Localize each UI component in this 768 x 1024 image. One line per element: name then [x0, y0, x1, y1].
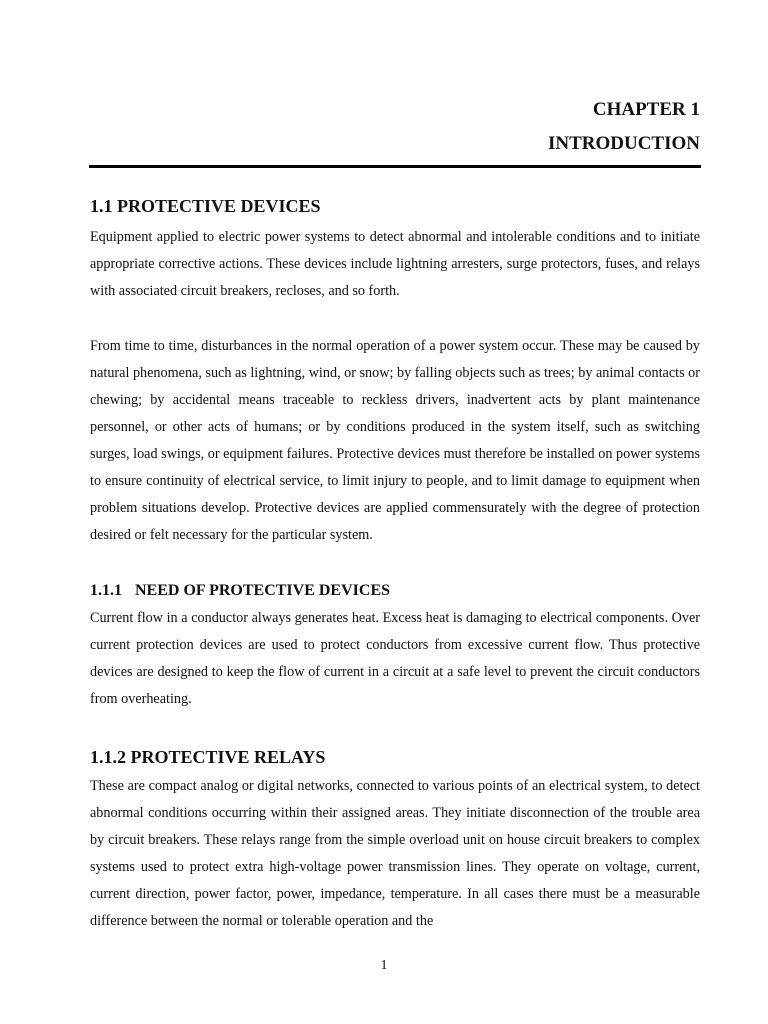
document-body: [90, 190, 700, 935]
section-1-1-paragraph-2: From time to time, disturbances in the normal operation of a power system occur. These may be caused by natural phenomena, such as lightning, wind, or snow; by falling objects such as trees; by animal contacts or chewing; by accidental means traceable to reckless drivers, inadvertent acts by plant maintenance personnel, or other acts of humans; or by conditions produced in the system itself, such as switching surges, load swings, or equipment failures. Protective devices must therefore be installed on power systems to ensure continuity of electrical service, to limit injury to people, and to limit damage to equipment when problem situations develop. Protective devices are applied commensurately with the degree of protection desired or felt necessary for the particular system.: [90, 338, 700, 543]
section-heading-1-1: 1.1 PROTECTIVE DEVICES: [90, 196, 321, 216]
chapter-label: CHAPTER 1: [592, 99, 700, 120]
section-heading-1-1-1: [90, 577, 700, 605]
chapter-title: INTRODUCTION: [547, 133, 700, 154]
section-title: NEED OF PROTECTIVE DEVICES: [135, 582, 391, 599]
page-number: 1: [380, 958, 388, 973]
section-number: 1.1.1: [90, 582, 122, 599]
chapter-heading: [548, 93, 700, 161]
section-heading-1-1-2: 1.1.2 PROTECTIVE RELAYS: [90, 747, 326, 767]
section-1-1-2-paragraph: These are compact analog or digital networks, connected to various points of an electrical system, to detect abnormal conditions occurring within their assigned areas. They initiate disconnection of the trouble area by circuit breakers. These relays range from the simple overload unit on house circuit breakers to complex systems used to protect extra high-voltage power transmission lines. They operate on voltage, current, current direction, power factor, power, impedance, temperature. In all cases there must be a measurable difference between the normal or tolerable operation and the: [90, 778, 700, 929]
heading-divider: [89, 165, 701, 168]
section-1-1-1-paragraph: Current flow in a conductor always generates heat. Excess heat is damaging to electrical components. Over current protection devices are used to protect conductors from excessive current flow. Thus protective devices are designed to keep the flow of current in a circuit at a safe level to prevent the circuit conductors from overheating.: [90, 610, 700, 707]
section-1-1-paragraph-1: Equipment applied to electric power systems to detect abnormal and intolerable conditions and to initiate appropriate corrective actions. These devices include lightning arresters, surge protectors, fuses, and relays with associated circuit breakers, recloses, and so forth.: [90, 229, 700, 299]
